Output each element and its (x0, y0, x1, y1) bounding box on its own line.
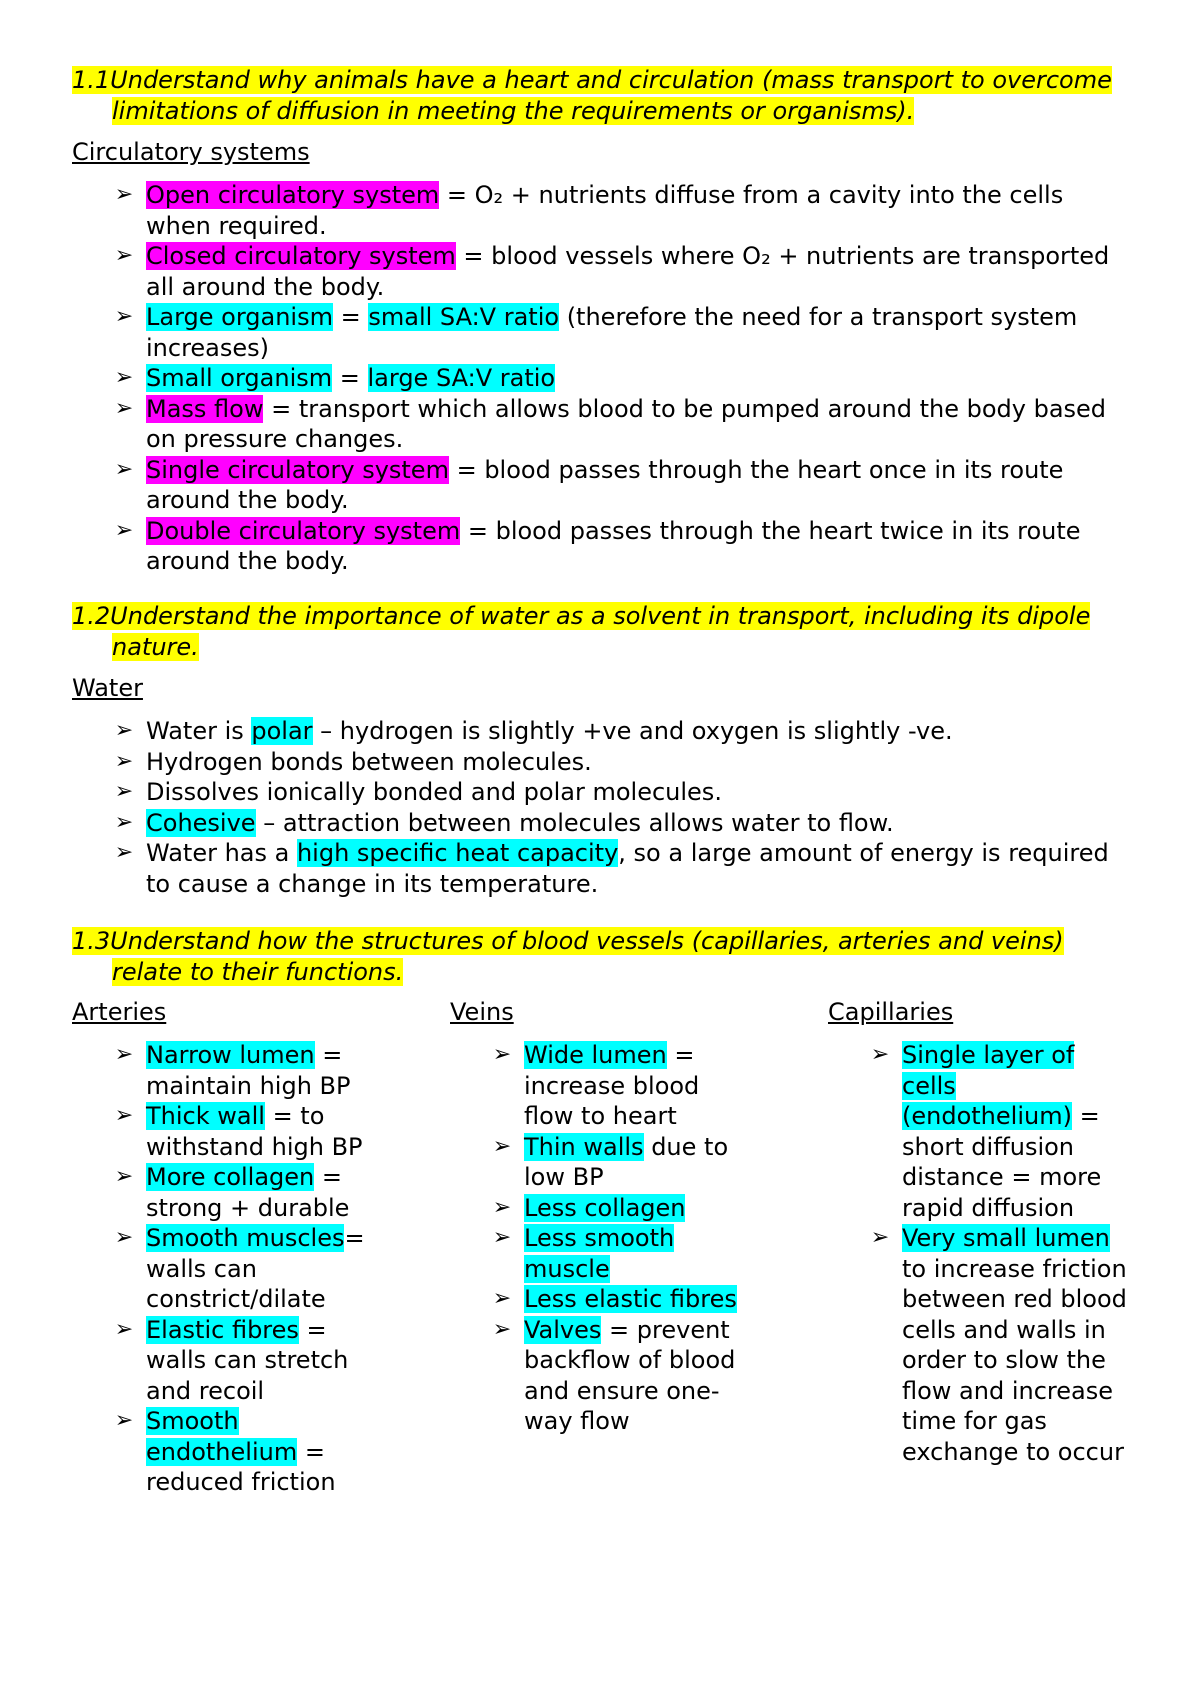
list-item (450, 1315, 790, 1437)
arrowhead-bullet-icon: ➢ (114, 1103, 134, 1128)
list-item (72, 1162, 412, 1223)
heading-water: Water (72, 674, 143, 702)
term-highlight: Wide lumen (524, 1041, 667, 1069)
list-item (72, 1406, 412, 1498)
term-highlight: Large organism (146, 303, 333, 331)
arrowhead-bullet-icon: ➢ (492, 1194, 512, 1220)
term-highlight: Elastic fibres (146, 1315, 299, 1344)
arrowhead-bullet-icon: ➢ (114, 517, 134, 543)
arrowhead-bullet-icon: ➢ (492, 1316, 512, 1342)
list-item (72, 180, 1142, 241)
item-text: low BP (524, 1163, 604, 1191)
definition-text: around the body. (146, 486, 349, 514)
item-text: = (314, 1163, 343, 1191)
list-item (450, 1040, 790, 1132)
heading-veins: Veins (450, 998, 514, 1026)
term-highlight: Single layer of (902, 1041, 1075, 1069)
item-text: withstand high BP (146, 1132, 363, 1161)
arrowhead-bullet-icon: ➢ (114, 718, 134, 743)
objective-number: 1.1 (72, 66, 111, 94)
item-text: rapid diffusion (902, 1193, 1075, 1222)
arrowhead-bullet-icon: ➢ (114, 304, 134, 329)
item-text: Water has a (146, 839, 297, 867)
term-highlight: More collagen (146, 1163, 315, 1191)
item-text: flow and increase (902, 1376, 1113, 1405)
list-item (72, 363, 1142, 394)
arrowhead-bullet-icon: ➢ (114, 456, 134, 482)
item-text: = (297, 1437, 325, 1466)
circulatory-list (72, 180, 1142, 577)
term-highlight: (endothelium) (902, 1102, 1072, 1130)
item-text: = (666, 1041, 695, 1069)
term-highlight: muscle (524, 1254, 610, 1283)
objective-1-3 (72, 926, 1142, 988)
term-highlight: Single circulatory system (146, 455, 449, 484)
term-highlight: Double circulatory system (146, 516, 461, 545)
item-text: order to slow the (902, 1346, 1106, 1374)
list-item (450, 1193, 790, 1224)
arteries-list (72, 1040, 412, 1498)
item-text: and recoil (146, 1376, 265, 1405)
list-item (450, 1284, 790, 1315)
list-item (72, 516, 1142, 577)
arrowhead-bullet-icon: ➢ (114, 243, 134, 268)
arrowhead-bullet-icon: ➢ (492, 1042, 512, 1067)
list-item (72, 455, 1142, 516)
objective-number: 1.2 (72, 602, 111, 630)
list-item (828, 1040, 1168, 1223)
term-highlight: Open circulatory system (146, 181, 440, 209)
arrowhead-bullet-icon: ➢ (114, 1042, 134, 1067)
arrowhead-bullet-icon: ➢ (114, 182, 134, 207)
arrowhead-bullet-icon: ➢ (114, 1316, 134, 1342)
list-item (72, 747, 1142, 778)
term-highlight: high specific heat capacity (296, 839, 619, 867)
objective-text: nature. (112, 633, 199, 661)
term-highlight: Smooth muscles (146, 1224, 345, 1252)
definition-text: = blood vessels where O₂ + nutrients are transported (455, 242, 1110, 270)
arrowhead-bullet-icon: ➢ (114, 840, 134, 865)
item-text: = to (264, 1102, 325, 1130)
arrowhead-bullet-icon: ➢ (492, 1133, 512, 1159)
water-list (72, 716, 1142, 899)
definition-text: = blood passes through the heart once in its route (448, 455, 1064, 484)
definition-text: = blood passes through the heart twice in its route (460, 516, 1081, 545)
list-item (72, 394, 1142, 455)
term-highlight: small SA:V ratio (368, 303, 560, 331)
list-item (72, 241, 1142, 302)
objective-1-1 (72, 65, 1142, 127)
item-text: distance = more (902, 1163, 1102, 1191)
definition-text: all around the body. (146, 272, 385, 301)
term-highlight: large SA:V ratio (367, 364, 556, 392)
term-highlight: Smooth (146, 1407, 239, 1435)
list-item (72, 716, 1142, 747)
arrowhead-bullet-icon: ➢ (492, 1286, 512, 1311)
definition-text: when required. (146, 211, 327, 240)
item-text: time for gas (902, 1407, 1047, 1435)
item-text: Hydrogen bonds between molecules. (146, 747, 592, 776)
capillaries-list (828, 1040, 1168, 1467)
item-text: walls can (146, 1254, 257, 1283)
term-highlight: Mass flow (146, 394, 264, 423)
list-item (72, 1223, 412, 1315)
list-item (450, 1223, 790, 1284)
list-item (72, 1101, 412, 1162)
objective-number: 1.3 (72, 927, 111, 955)
item-text: constrict/dilate (146, 1285, 326, 1313)
arrowhead-bullet-icon: ➢ (114, 748, 134, 774)
heading-arteries: Arteries (72, 998, 167, 1026)
term-highlight: endothelium (146, 1437, 298, 1466)
arrowhead-bullet-icon: ➢ (114, 1408, 134, 1433)
item-text: increase blood (524, 1071, 700, 1100)
item-text: to increase friction (902, 1254, 1127, 1283)
item-text: = (1071, 1102, 1100, 1130)
list-item (72, 838, 1142, 899)
objective-text: relate to their functions. (112, 958, 404, 986)
arrowhead-bullet-icon: ➢ (114, 365, 134, 390)
equals-text: = (332, 364, 368, 392)
item-text: reduced friction (146, 1468, 336, 1496)
item-text: = prevent (601, 1315, 730, 1344)
arrowhead-bullet-icon: ➢ (114, 395, 134, 421)
item-text: = (314, 1041, 343, 1069)
item-text: exchange to occur (902, 1437, 1124, 1466)
heading-circulatory-systems: Circulatory systems (72, 138, 310, 166)
item-text: cells and walls in (902, 1315, 1106, 1344)
arrowhead-bullet-icon: ➢ (114, 1225, 134, 1250)
term-highlight: Less smooth (524, 1224, 675, 1252)
equals-text: = (332, 303, 369, 331)
list-item (72, 1040, 412, 1101)
term-highlight: Less collagen (524, 1193, 686, 1222)
definition-text: = transport which allows blood to be pumped around the body based (263, 394, 1107, 423)
list-item (72, 302, 1142, 363)
item-text: short diffusion (902, 1132, 1075, 1161)
term-highlight: cells (902, 1071, 956, 1100)
item-text: Water is (146, 717, 252, 745)
item-text: flow to heart (524, 1102, 677, 1130)
definition-text: (therefore the need for a transport system (559, 303, 1078, 331)
arrowhead-bullet-icon: ➢ (870, 1225, 890, 1250)
term-highlight: Valves (524, 1315, 602, 1344)
item-text: , so a large amount of energy is required (618, 839, 1109, 867)
objective-text: Understand the importance of water as a solvent in transport, including its dipole (110, 602, 1091, 630)
item-text: – hydrogen is slightly +ve and oxygen is slightly -ve. (312, 717, 953, 745)
objective-text: Understand why animals have a heart and circulation (mass transport to overcome (110, 66, 1112, 94)
term-highlight: Thin walls (524, 1132, 644, 1161)
term-highlight: polar (251, 717, 313, 745)
item-text: due to (643, 1132, 729, 1161)
item-text: Dissolves ionically bonded and polar molecules. (146, 778, 722, 806)
item-text: = (298, 1315, 327, 1344)
objective-text: Understand how the structures of blood vessels (capillaries, arteries and veins) (110, 927, 1064, 955)
list-item (828, 1223, 1168, 1467)
term-highlight: Thick wall (146, 1102, 265, 1130)
list-item (72, 1315, 412, 1407)
item-text: maintain high BP (146, 1071, 351, 1100)
definition-text: increases) (146, 333, 270, 362)
arrowhead-bullet-icon: ➢ (870, 1042, 890, 1067)
objective-text: limitations of diffusion in meeting the requirements or organisms). (112, 97, 915, 125)
arrowhead-bullet-icon: ➢ (114, 779, 134, 804)
heading-capillaries: Capillaries (828, 998, 954, 1026)
item-text: way flow (524, 1407, 630, 1435)
term-highlight: Closed circulatory system (146, 242, 456, 270)
item-text: walls can stretch (146, 1346, 349, 1374)
item-text: to cause a change in its temperature. (146, 869, 599, 898)
list-item (450, 1132, 790, 1193)
list-item (72, 808, 1142, 839)
arrowhead-bullet-icon: ➢ (114, 809, 134, 835)
item-text: backflow of blood (524, 1346, 736, 1374)
definition-text: = O₂ + nutrients diffuse from a cavity into the cells (439, 181, 1064, 209)
item-text: = (344, 1224, 365, 1252)
objective-1-2 (72, 601, 1142, 663)
term-highlight: Cohesive (146, 808, 256, 837)
item-text: – attraction between molecules allows water to flow. (255, 808, 894, 837)
definition-text: around the body. (146, 547, 349, 575)
term-highlight: Less elastic fibres (524, 1285, 737, 1313)
term-highlight: Small organism (146, 364, 333, 392)
item-text: strong + durable (146, 1193, 350, 1222)
item-text: between red blood (902, 1285, 1127, 1313)
arrowhead-bullet-icon: ➢ (492, 1225, 512, 1250)
term-highlight: Narrow lumen (146, 1041, 315, 1069)
item-text: and ensure one- (524, 1376, 720, 1405)
arrowhead-bullet-icon: ➢ (114, 1164, 134, 1189)
term-highlight: Very small lumen (902, 1224, 1110, 1252)
list-item (72, 777, 1142, 808)
veins-list (450, 1040, 790, 1437)
definition-text: on pressure changes. (146, 425, 404, 453)
